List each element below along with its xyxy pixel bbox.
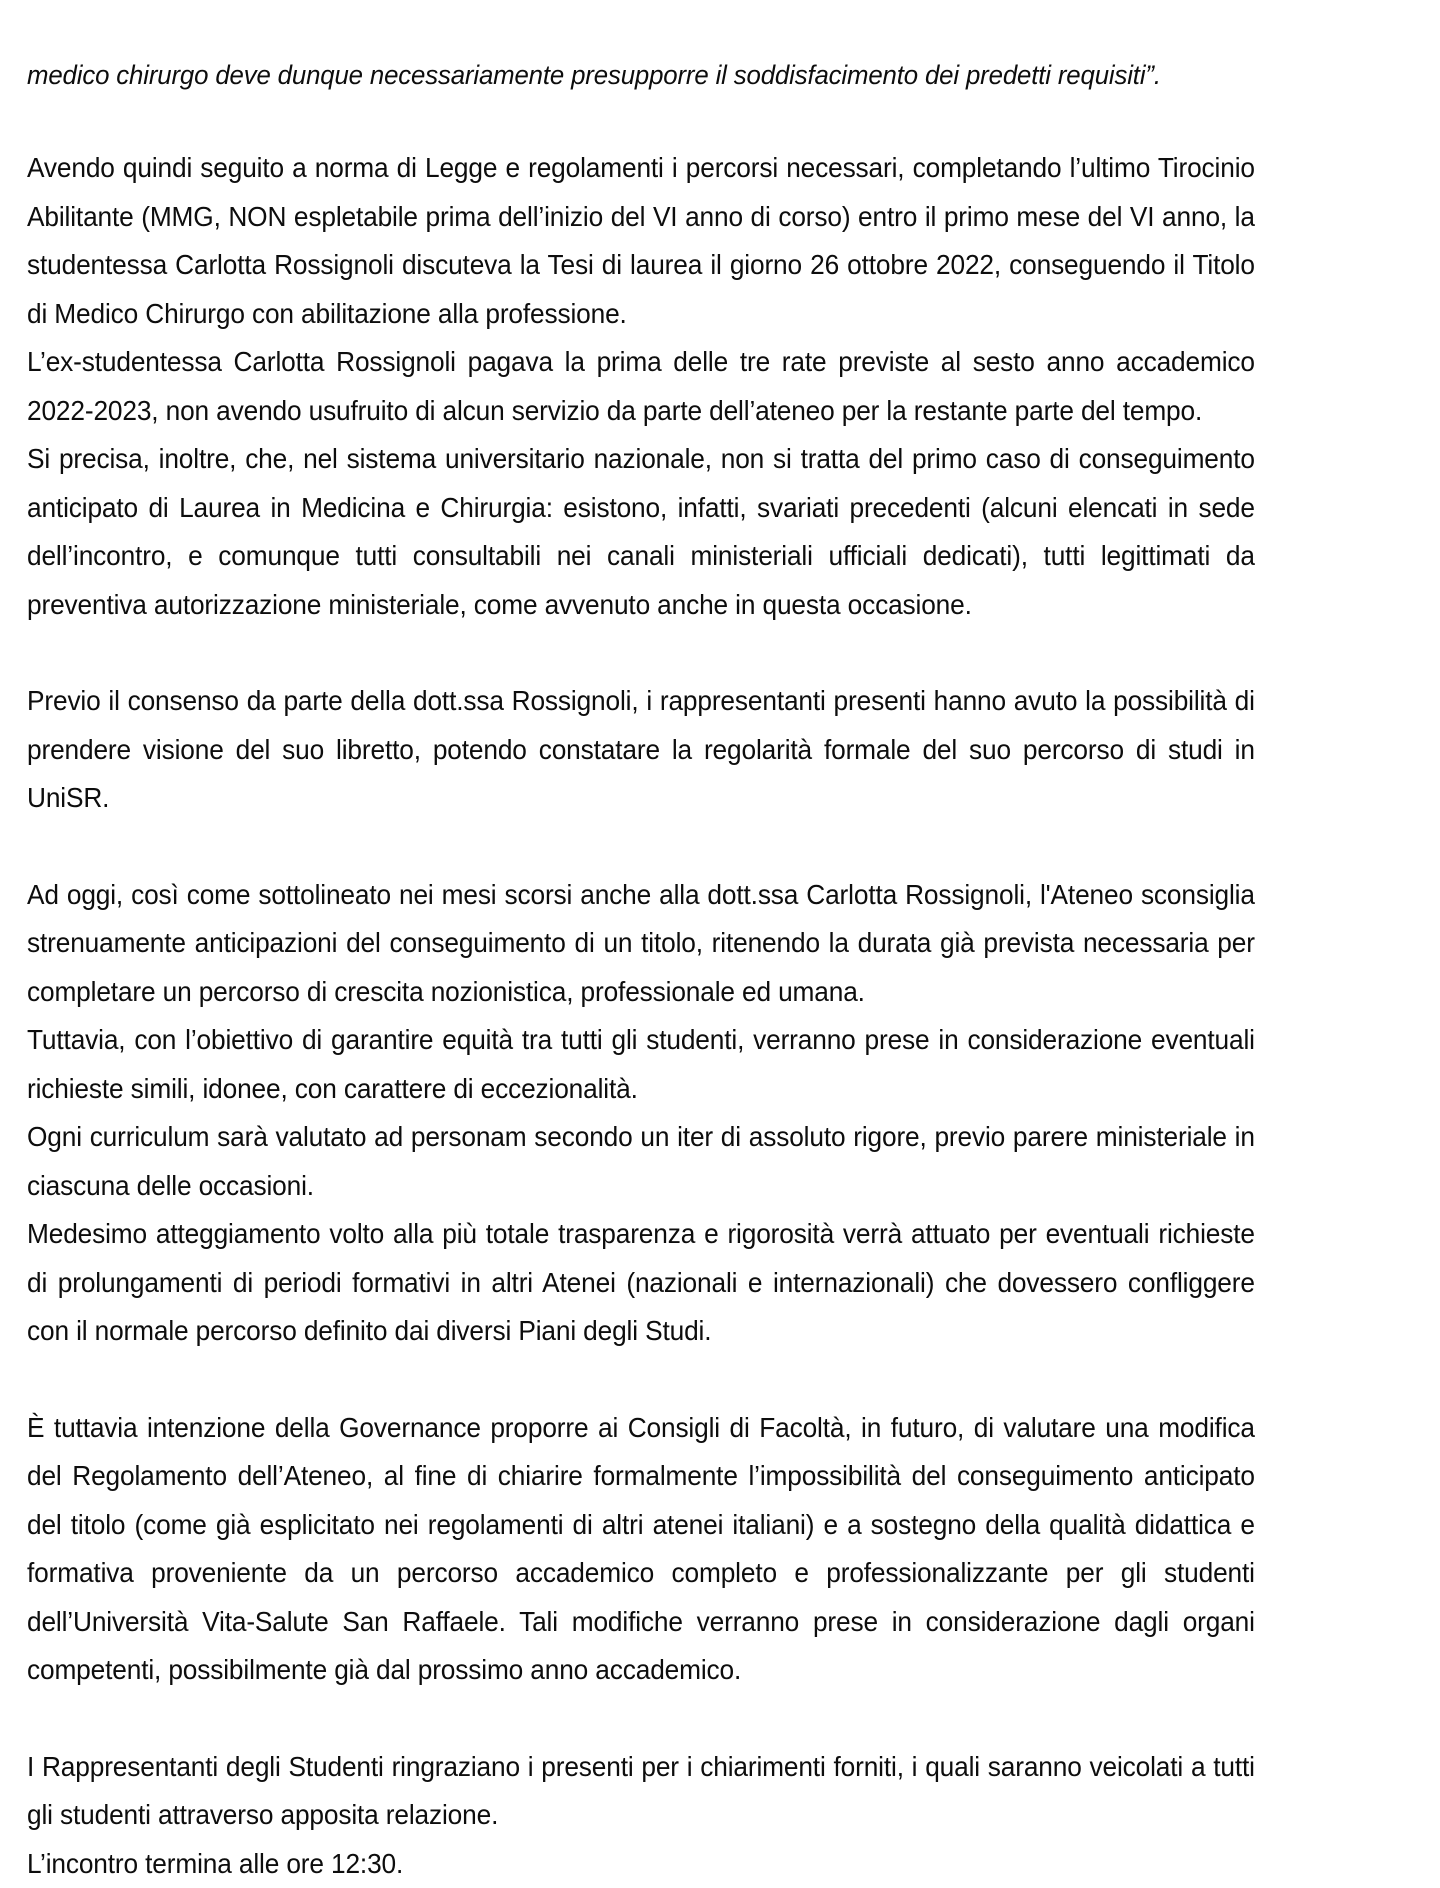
paragraph-quote-closing: medico chirurgo deve dunque necessariamente presupporre il soddisfacimento dei predetti requisiti”. — [27, 52, 1255, 99]
paragraph-rappresentanti: I Rappresentanti degli Studenti ringraziano i presenti per i chiarimenti forniti, i quali saranno veicolati a tutti gli studenti attraverso apposita relazione. — [27, 1743, 1255, 1840]
paragraph-governance: È tuttavia intenzione della Governance proporre ai Consigli di Facoltà, in futuro, di valutare una modifica del Regolamento dell’Ateneo, al fine di chiarire formalmente l’impossibilità del conseguimento anticipato del titolo (come già esplicitato nei regolamenti di altri atenei italiani) e a sostegno della qualità didattica e formativa proveniente da un percorso accademico completo e professionalizzante per gli studenti dell’Università Vita-Salute San Raffaele. Tali modifiche verranno prese in considerazione dagli organi competenti, possibilmente già dal prossimo anno accademico. — [27, 1404, 1255, 1695]
paragraph-precedenti: Si precisa, inoltre, che, nel sistema universitario nazionale, non si tratta del primo caso di conseguimento anticipato di Laurea in Medicina e Chirurgia: esistono, infatti, svariati precedenti (alcuni elencati in sede dell’incontro, e comunque tutti consultabili nei canali ministeriali ufficiali dedicati), tutti legittimati da preventiva autorizzazione ministeriale, come avvenuto anche in questa occasione. — [27, 435, 1255, 629]
paragraph-spacer — [27, 823, 1255, 871]
paragraph-spacer — [27, 1695, 1255, 1743]
paragraph-rate: L’ex-studentessa Carlotta Rossignoli pagava la prima delle tre rate previste al sesto anno accademico 2022-2023, non avendo usufruito di alcun servizio da parte dell’ateneo per la restante parte del tempo. — [27, 338, 1255, 435]
paragraph-percorsi: Avendo quindi seguito a norma di Legge e regolamenti i percorsi necessari, completando l’ultimo Tirocinio Abilitante (MMG, NON espletabile prima dell’inizio del VI anno di corso) entro il primo mese del VI anno, la studentessa Carlotta Rossignoli discuteva la Tesi di laurea il giorno 26 ottobre 2022, conseguendo il Titolo di Medico Chirurgo con abilitazione alla professione. — [27, 144, 1255, 338]
paragraph-curriculum: Ogni curriculum sarà valutato ad personam secondo un iter di assoluto rigore, previo parere ministeriale in ciascuna delle occasioni. — [27, 1113, 1255, 1210]
paragraph-ad-oggi: Ad oggi, così come sottolineato nei mesi scorsi anche alla dott.ssa Carlotta Rossignoli, l'Ateneo sconsiglia strenuamente anticipazioni del conseguimento di un titolo, ritenendo la durata già prevista necessaria per completare un percorso di crescita nozionistica, professionale ed umana. — [27, 871, 1255, 1017]
document-text-body — [27, 52, 1255, 1888]
paragraph-spacer — [27, 99, 1255, 144]
paragraph-tuttavia: Tuttavia, con l’obiettivo di garantire equità tra tutti gli studenti, verranno prese in considerazione eventuali richieste simili, idonee, con carattere di eccezionalità. — [27, 1016, 1255, 1113]
paragraph-spacer — [27, 1356, 1255, 1404]
paragraph-libretto: Previo il consenso da parte della dott.ssa Rossignoli, i rappresentanti presenti hanno avuto la possibilità di prendere visione del suo libretto, potendo constatare la regolarità formale del suo percorso di studi in UniSR. — [27, 677, 1255, 823]
paragraph-chiusura: L’incontro termina alle ore 12:30. — [27, 1840, 1255, 1888]
paragraph-medesimo: Medesimo atteggiamento volto alla più totale trasparenza e rigorosità verrà attuato per eventuali richieste di prolungamenti di periodi formativi in altri Atenei (nazionali e internazionali) che dovessero confliggere con il normale percorso definito dai diversi Piani degli Studi. — [27, 1210, 1255, 1356]
paragraph-spacer — [27, 629, 1255, 677]
